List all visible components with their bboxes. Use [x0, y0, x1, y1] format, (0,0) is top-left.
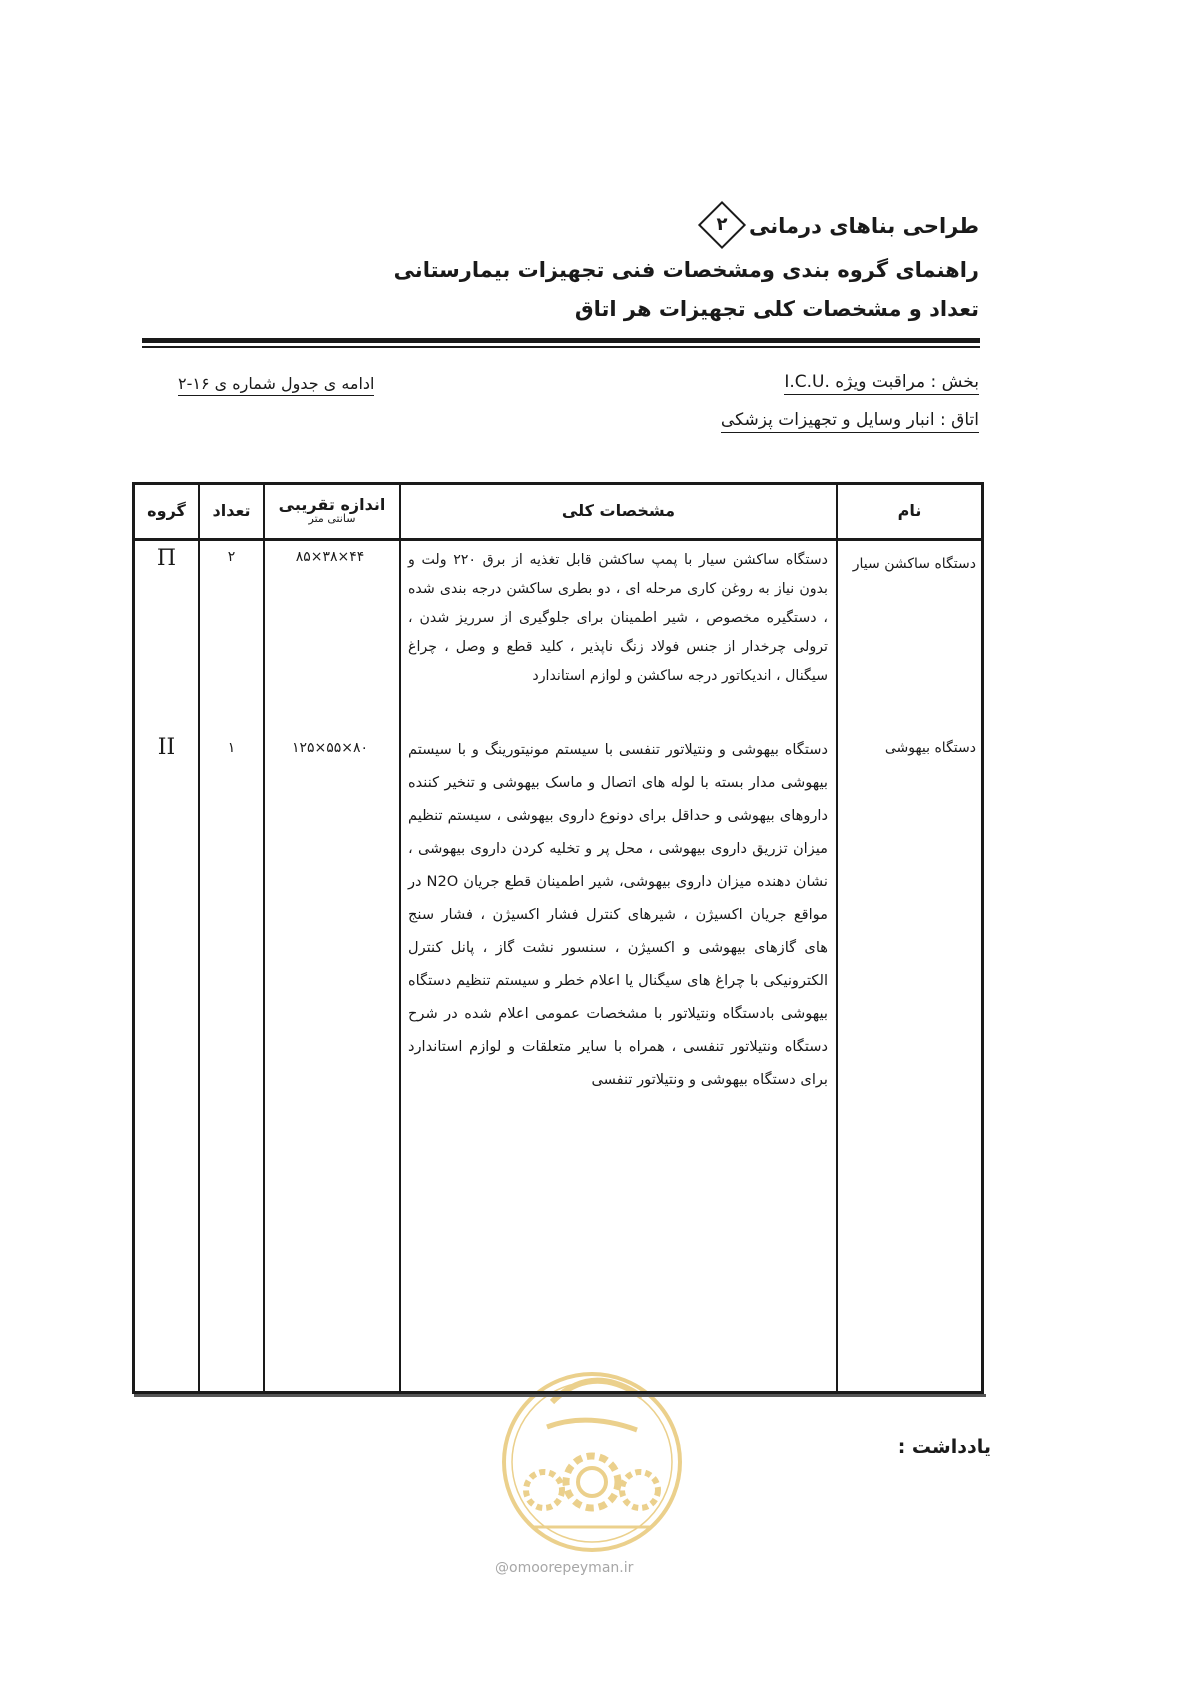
volume-number-badge: ۲: [698, 201, 746, 249]
document-section-title: تعداد و مشخصات کلی تجهیزات هر اتاق: [574, 297, 979, 321]
column-divider: [836, 482, 838, 1394]
header-rule-thin: [142, 346, 980, 348]
header-group: گروه: [147, 500, 186, 520]
table-header-divider: [132, 538, 984, 541]
row1-size: ۸۵×۳۸×۴۴: [295, 549, 365, 565]
document-series-title: [695, 210, 979, 244]
header-size-unit: سانتی متر: [308, 512, 356, 525]
row1-group: Π: [156, 546, 177, 571]
table-shadow: [134, 1394, 986, 1397]
row1-count: ۲: [227, 549, 236, 565]
notes-label: یادداشت :: [897, 1436, 991, 1458]
series-title-text: طراحی بناهای درمانی: [749, 214, 979, 238]
row2-specs: دستگاه بیهوشی و ونتیلاتور تنفسی با سیستم مونیتورینگ و با سیستم بیهوشی مدار بسته با لوله های اتصال و ماسک بیهوشی و تنخیر کننده داروهای بیهوشی و حداقل برای دونوع داروی بیهوشی ، سیستم تنظیم میزان تزریق داروی بیهوشی ، محل پر و تخلیه کردن داروی بیهوشی ، نشان دهنده میزان داروی بیهوشی، شیر اطمینان قطع جریان N2O در مواقع جریان اکسیژن ، شیرهای کنترل فشار اکسیژن ، فشار سنج های گازهای بیهوشی و اکسیژن ، سنسور نشت گاز ، پانل کنترل الکترونیکی با چراغ های سیگنال یا اعلام خطر و سیستم تنظیم دستگاه بیهوشی بادستگاه ونتیلاتور با مشخصات عمومی اعلام شده در شرح دستگاه ونتیلاتور تنفسی ، همراه با سایر متعلقات و لوازم استاندارد برای دستگاه بیهوشی و ونتیلاتور تنفسی: [408, 741, 828, 1088]
watermark-url: @omoorepeyman.ir: [495, 1560, 634, 1576]
room-label: اتاق : انبار وسایل و تجهیزات پزشکی: [721, 410, 979, 433]
row1-name: دستگاه ساکشن سیار: [852, 556, 976, 572]
row2-group: II: [157, 735, 176, 760]
row2-size: ۱۲۵×۵۵×۸۰: [291, 740, 369, 756]
row2-count: ۱: [227, 740, 236, 756]
table-continuation-label: ادامه ی جدول شماره ی ۱۶-۲: [178, 374, 374, 396]
header-count: تعداد: [212, 500, 251, 520]
header-size: [265, 482, 399, 538]
row2-name: دستگاه بیهوشی: [884, 740, 976, 756]
column-divider: [263, 482, 265, 1394]
column-divider: [198, 482, 200, 1394]
header-rule-thick: [142, 338, 980, 343]
department-label: بخش : مراقبت ویژه .I.C.U: [784, 372, 979, 395]
header-name: نام: [897, 500, 922, 520]
document-guide-title: راهنمای گروه بندی ومشخصات فنی تجهیزات بیمارستانی: [393, 258, 979, 282]
column-divider: [399, 482, 401, 1394]
header-size-label: اندازه تقریبی: [278, 495, 386, 514]
header-specs: مشخصات کلی: [561, 500, 676, 520]
row1-specs: دستگاه ساکشن سیار با پمپ ساکشن قابل تغذیه از برق ۲۲۰ ولت و بدون نیاز به روغن کاری مرحله ای ، دو بطری ساکشن درجه بندی شده ، دستگیره مخصوص ، شیر اطمینان برای جلوگیری از سرریز شدن ، ترولی چرخدار از جنس فولاد زنگ ناپذیر ، کلید قطع و وصل ، چراغ سیگنال ، اندیکاتور درجه ساکشن و لوازم استاندارد: [408, 552, 828, 684]
